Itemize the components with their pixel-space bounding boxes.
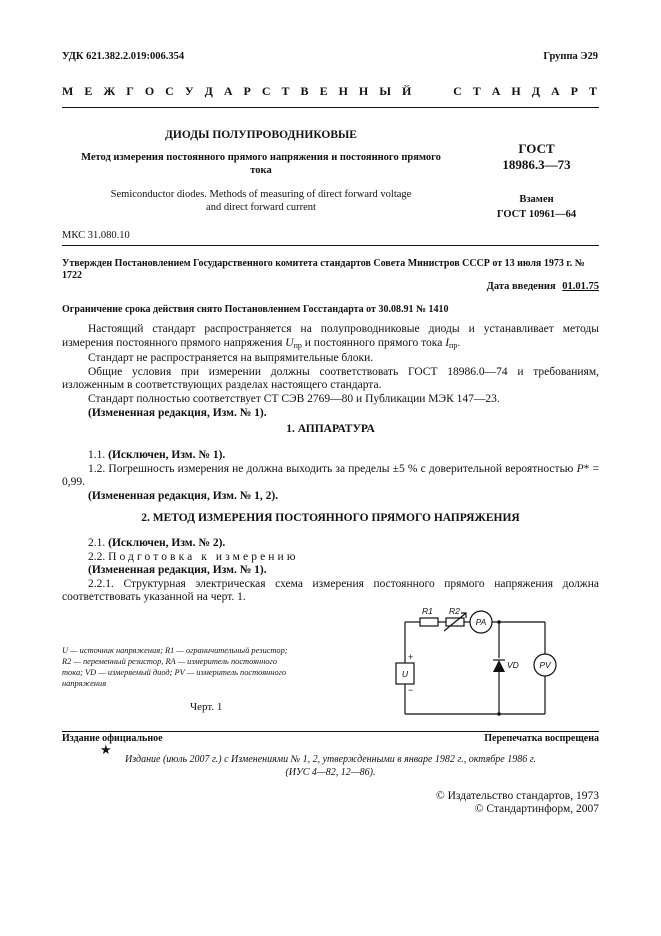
item-2-2-note: (Измененная редакция, Изм. № 1).	[88, 564, 267, 577]
diode-vd-icon	[493, 660, 505, 672]
label-u: U	[401, 669, 409, 679]
replaces-value: ГОСТ 10961—64	[496, 209, 577, 220]
subtitle-en-line2: and direct forward current	[206, 202, 316, 213]
udk-code: УДК 621.382.2.019:006.354	[62, 51, 185, 62]
item-1-2: 1.2. Погрешность измерения не должна выходить за пределы ±5 % с доверительной вероятностью P* = 0,99.	[62, 462, 599, 489]
label-minus: −	[408, 685, 414, 695]
item-2-1: 2.1. (Исключен, Изм. № 2).	[88, 537, 226, 549]
edition-line2: (ИУС 4—82, 12—86).	[285, 766, 376, 778]
document-title: ДИОДЫ ПОЛУПРОВОДНИКОВЫЕ	[165, 129, 357, 141]
item-1-1: 1.1. (Исключен, Изм. № 1).	[88, 449, 226, 461]
intro-p1: Настоящий стандарт распространяется на полупроводниковые диоды и устанавливает методы измерения постоянного прямого напряжения $U_{пр}$ и постоянного прямого тока $I_{пр}$.	[62, 323, 599, 350]
gost-label: ГОСТ	[518, 141, 555, 156]
intro-p5: (Измененная редакция, Изм. № 1).	[88, 406, 267, 419]
document-subtitle-ru: Метод измерения постоянного прямого напряжения и постоянного прямого тока	[81, 152, 441, 176]
footer-rule	[62, 731, 599, 732]
intro-date-value: 01.01.75	[562, 281, 599, 292]
mks-code: МКС 31.080.10	[62, 230, 130, 241]
figure-caption: Черт. 1	[190, 701, 223, 713]
label-r2: R2	[449, 606, 460, 616]
label-plus: +	[408, 652, 414, 662]
intro-p4: Стандарт полностью соответствует СТ СЭВ 2769—80 и Публикации МЭК 147—23.	[88, 392, 500, 405]
label-vd: VD	[507, 660, 519, 670]
intro-p3: Общие условия при измерении должны соответствовать ГОСТ 18986.0—74 и требованиям, изложенным в соответствующих разделах настоящего стандарта.	[62, 365, 599, 392]
intro-date-label: Дата введения	[486, 281, 556, 292]
legend-line4: напряжения	[62, 679, 107, 688]
banner-right: С Т А Н Д А Р Т	[453, 84, 598, 98]
reprint-prohibited: Перепечатка воспрещена	[484, 733, 599, 744]
label-r1: R1	[422, 606, 433, 616]
copyright-1: © Издательство стандартов, 1973	[435, 790, 599, 802]
intro-date	[487, 281, 599, 292]
official-edition: Издание официальное	[62, 733, 163, 744]
intro-section	[62, 323, 599, 420]
approval-text: Утвержден Постановлением Государственного комитета стандартов Совета Министров СССР от 13 июля 1973 г. № 1722	[62, 258, 585, 281]
item-2-2-1: 2.2.1. Структурная электрическая схема измерения постоянного прямого напряжения должна соответствовать указанной на черт. 1.	[62, 577, 599, 604]
header-rule	[62, 107, 599, 108]
copyright-2: © Стандартинформ, 2007	[474, 803, 599, 815]
legend-line3: тока; VD — измеряемый диод; PV — измеритель постоянного	[62, 668, 287, 677]
node-dot-bottom	[497, 712, 501, 716]
section1-body	[62, 449, 599, 503]
legend-line2: R2 — переменный резистор, RA — измеритель постоянного	[62, 657, 278, 666]
title-rule	[62, 245, 599, 246]
replaces-label: Взамен	[519, 194, 554, 205]
replaces-block	[474, 193, 599, 221]
gost-block	[474, 141, 599, 173]
label-pa: PA	[475, 617, 487, 627]
circuit-diagram	[390, 600, 570, 725]
section2-heading: 2. МЕТОД ИЗМЕРЕНИЯ ПОСТОЯННОГО ПРЯМОГО НАПРЯЖЕНИЯ	[141, 512, 520, 524]
section1-heading: 1. АППАРАТУРА	[286, 423, 375, 435]
group-code: Группа Э29	[543, 51, 598, 62]
subtitle-en-line1: Semiconductor diodes. Methods of measuring of direct forward voltage	[110, 189, 412, 200]
banner-left: М Е Ж Г О С У Д А Р С Т В Е Н Н Ы Й	[62, 84, 413, 98]
limitation-text: Ограничение срока действия снято Постановлением Госстандарта от 30.08.91 № 1410	[62, 304, 449, 315]
gost-number: 18986.3—73	[502, 157, 571, 172]
section2-body	[62, 537, 599, 605]
resistor-r1	[420, 618, 438, 626]
edition-note	[62, 754, 599, 779]
figure-legend	[62, 645, 288, 689]
copyright-block	[436, 790, 599, 816]
item-2-2: 2.2. Подготовка к измерению	[88, 550, 299, 563]
node-dot-top	[497, 620, 501, 624]
document-subtitle-en	[62, 188, 460, 214]
edition-line1: Издание (июль 2007 г.) с Изменениями № 1, 2, утвержденными в январе 1982 г., октябре 1986 г.	[125, 754, 536, 765]
item-1-2-note: (Измененная редакция, Изм. № 1, 2).	[88, 489, 279, 502]
label-pv: PV	[539, 660, 551, 670]
star-icon: ★	[100, 742, 112, 757]
intro-p2: Стандарт не распространяется на выпрямительные блоки.	[88, 352, 374, 365]
legend-line1: U — источник напряжения; R1 — ограничительный резистор;	[62, 646, 288, 655]
